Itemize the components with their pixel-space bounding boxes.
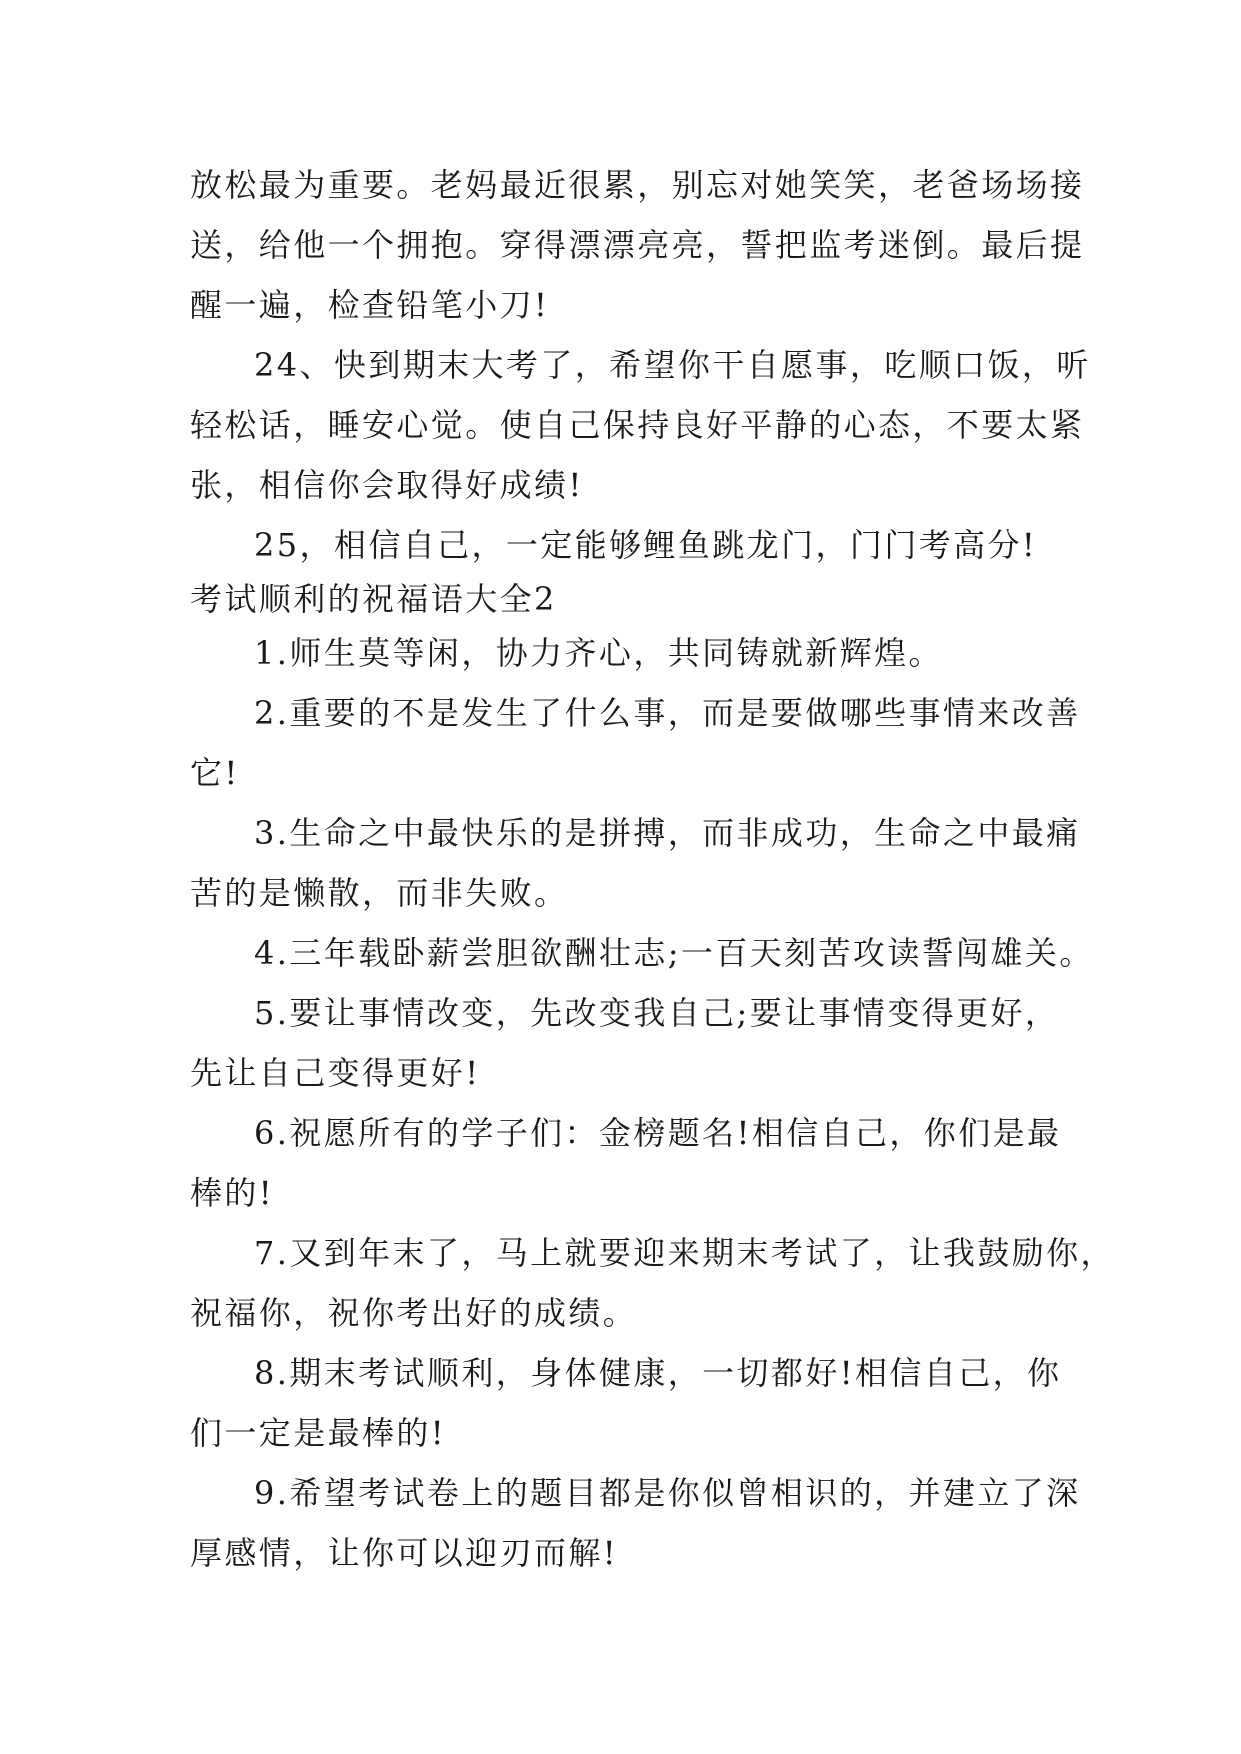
text-line: 9.希望考试卷上的题目都是你似曾相识的，并建立了深 <box>254 1474 1081 1512</box>
text-line: 8.期末考试顺利，身体健康，一切都好!相信自己，你 <box>254 1354 1062 1392</box>
text-line: 5.要让事情改变，先改变我自己;要让事情变得更好， <box>254 994 1060 1032</box>
text-line: 厚感情，让你可以迎刃而解! <box>190 1534 619 1572</box>
document-page <box>190 155 1115 1583</box>
text-line: 棒的! <box>190 1174 275 1212</box>
text-line: 它! <box>190 754 240 792</box>
text-line: 祝福你，祝你考出好的成绩。 <box>190 1294 638 1332</box>
item-5 <box>190 983 1060 1103</box>
item-1 <box>190 623 1050 683</box>
item-3 <box>190 803 1081 923</box>
item-6 <box>190 1103 1062 1223</box>
paragraph-24 <box>190 335 1091 515</box>
paragraph-23-continued <box>190 155 1085 335</box>
item-9 <box>190 1463 1081 1583</box>
paragraph-25 <box>190 515 1050 575</box>
item-7 <box>190 1223 1115 1343</box>
text-line: 放松最为重要。老妈最近很累，别忘对她笑笑，老爸场场接 <box>190 166 1085 204</box>
item-8 <box>190 1343 1062 1463</box>
text-line: 24、快到期末大考了，希望你干自愿事，吃顺口饭，听 <box>254 346 1091 384</box>
text-line: 4.三年载卧薪尝胆欲酬壮志;一百天刻苦攻读誓闯雄关。 <box>254 934 1094 972</box>
text-line: 轻松话，睡安心觉。使自己保持良好平静的心态，不要太紧 <box>190 406 1085 444</box>
text-line: 醒一遍，检查铅笔小刀! <box>190 286 550 324</box>
item-4 <box>190 923 1094 983</box>
text-line: 张，相信你会取得好成绩! <box>190 466 584 504</box>
text-line: 们一定是最棒的! <box>190 1414 447 1452</box>
text-line: 3.生命之中最快乐的是拼搏，而非成功，生命之中最痛 <box>254 814 1081 852</box>
text-line: 2.重要的不是发生了什么事，而是要做哪些事情来改善 <box>254 694 1081 732</box>
section-heading: 考试顺利的祝福语大全2 <box>190 580 557 618</box>
text-line: 25，相信自己，一定能够鲤鱼跳龙门，门门考高分! <box>254 526 1038 564</box>
text-line: 7.又到年末了，马上就要迎来期末考试了，让我鼓励你， <box>254 1234 1115 1272</box>
text-line: 送，给他一个拥抱。穿得漂漂亮亮，誓把监考迷倒。最后提 <box>190 226 1085 264</box>
item-2 <box>190 683 1081 803</box>
text-line: 先让自己变得更好! <box>190 1054 481 1092</box>
text-line: 6.祝愿所有的学子们：金榜题名!相信自己，你们是最 <box>254 1114 1062 1152</box>
text-line: 苦的是懒散，而非失败。 <box>190 874 569 912</box>
text-line: 1.师生莫等闲，协力齐心，共同铸就新辉煌。 <box>254 634 943 672</box>
